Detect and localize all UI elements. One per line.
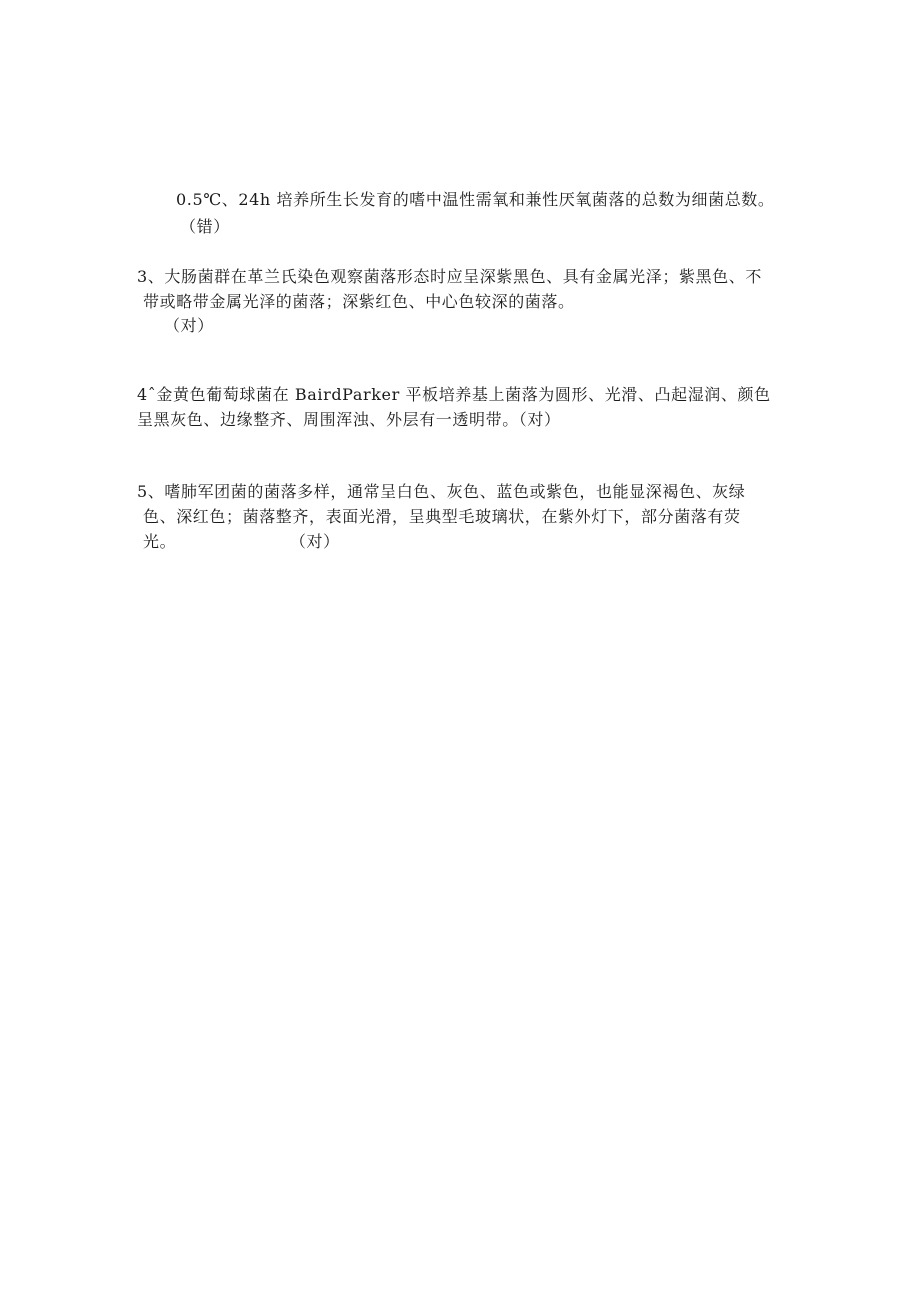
statement-1-line-1: 0.5℃、24h 培养所生长发育的嗜中温性需氧和兼性厌氧菌落的总数为细菌总数。	[176, 190, 775, 209]
statement-5-line-3: 光。 （对）	[143, 532, 340, 551]
statement-3-line-2: 带或略带金属光泽的菌落；深紫红色、中心色较深的菌落。	[143, 292, 575, 311]
statement-3-answer: （对）	[164, 316, 214, 335]
statement-4-line-2: 呈黑灰色、边缘整齐、周围浑浊、外层有一透明带。（对）	[137, 410, 561, 429]
statement-5-line-2: 色、深红色；菌落整齐，表面光滑，呈典型毛玻璃状，在紫外灯下，部分菌落有荧	[143, 507, 741, 526]
statement-3-line-1: 3、大肠菌群在革兰氏染色观察菌落形态时应呈深紫黑色、具有金属光泽；紫黑色、不	[137, 267, 762, 286]
statement-1-answer: （错）	[180, 217, 230, 236]
statement-5-line-1: 5、嗜肺军团菌的菌落多样，通常呈白色、灰色、蓝色或紫色，也能显深褐色、灰绿	[137, 482, 746, 501]
statement-4-line-1: 4ˆ金黄色葡萄球菌在 BairdParker 平板培养基上菌落为圆形、光滑、凸起湿润、颜色	[137, 385, 771, 404]
